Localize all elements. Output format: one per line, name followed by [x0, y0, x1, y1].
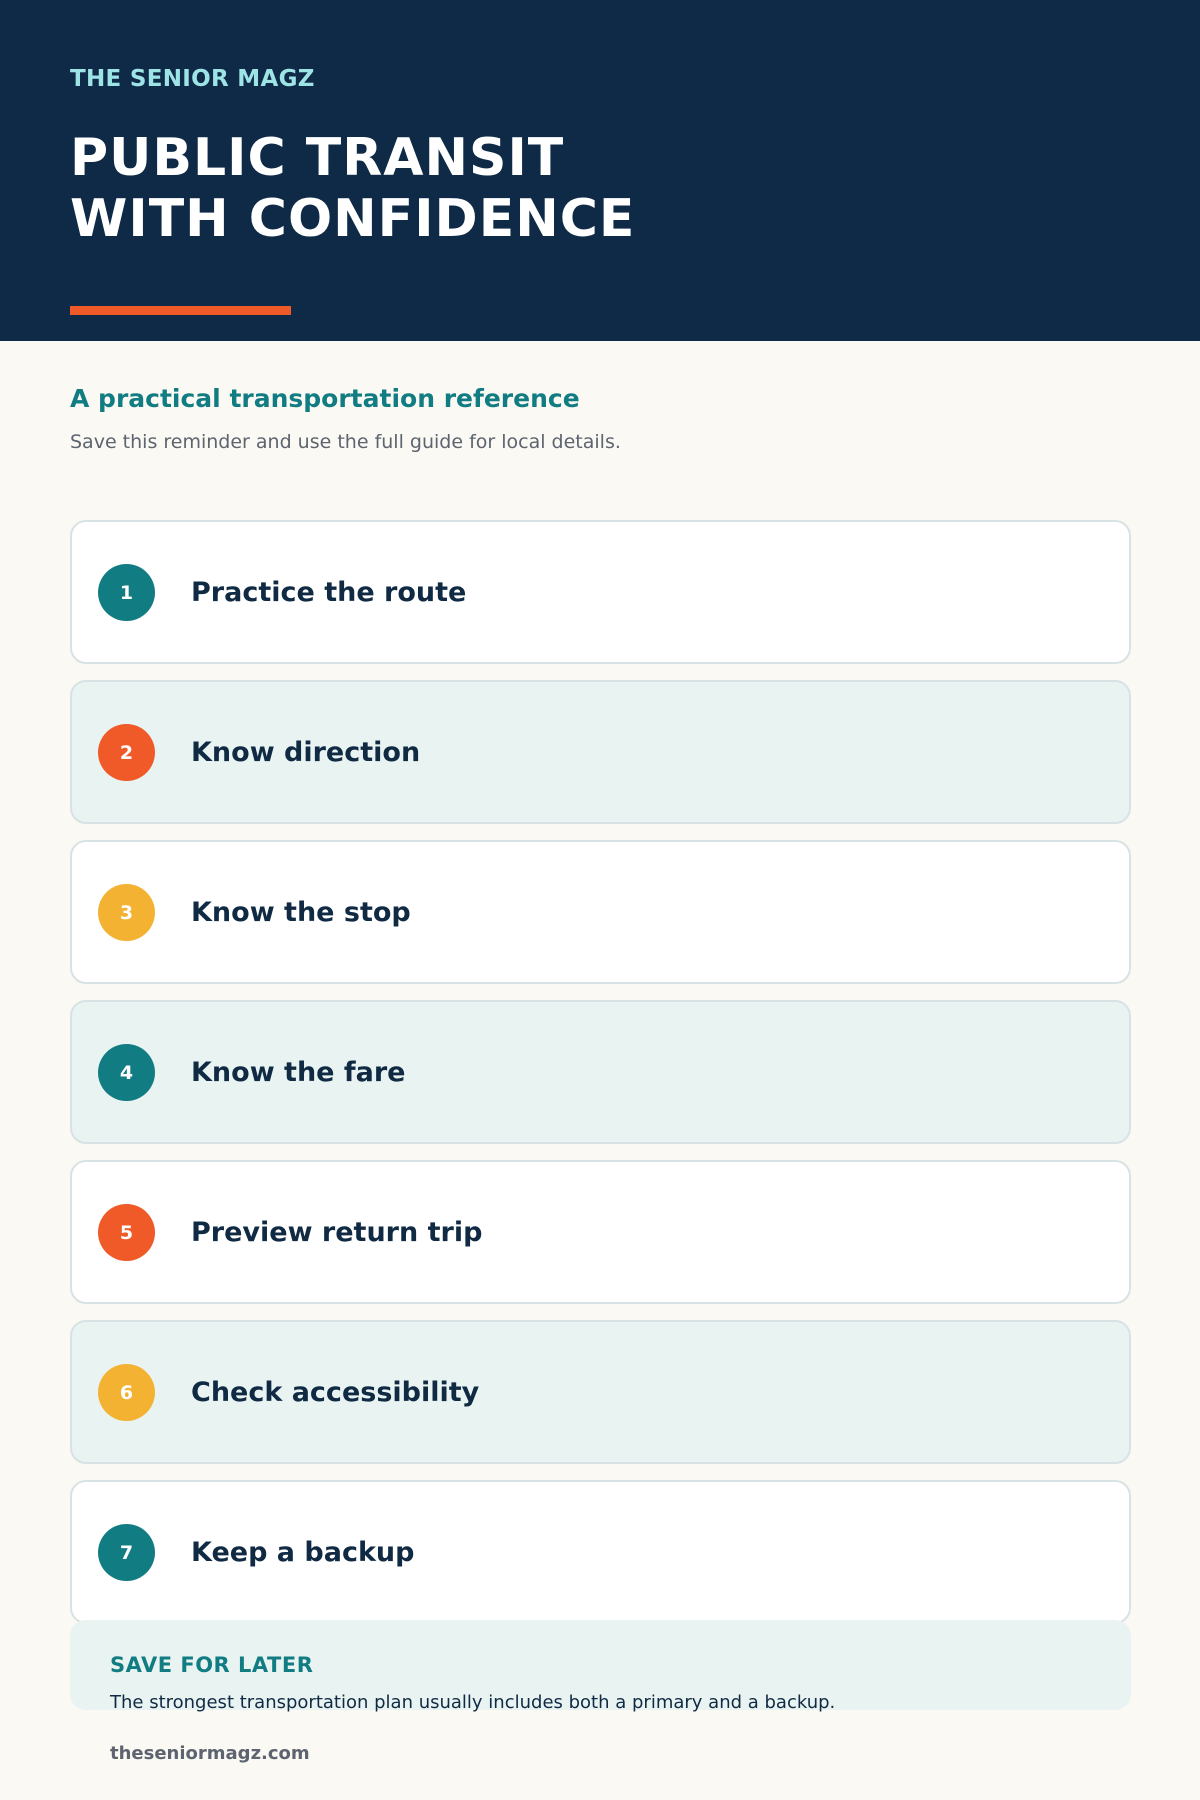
save-for-later-text: The strongest transportation plan usually includes both a primary and a backup. [110, 1692, 836, 1713]
step-label: Know the stop [191, 896, 411, 928]
step-card-2 [70, 680, 1131, 824]
section-subtitle: A practical transportation reference [70, 384, 580, 413]
page-title [70, 128, 635, 250]
step-label: Know direction [191, 736, 421, 768]
step-card-7 [70, 1480, 1131, 1624]
step-label: Preview return trip [191, 1216, 483, 1248]
step-label: Keep a backup [191, 1536, 415, 1568]
step-label: Know the fare [191, 1056, 406, 1088]
step-card-6 [70, 1320, 1131, 1464]
intro-text: Save this reminder and use the full guide for local details. [70, 431, 621, 453]
step-number-badge: 1 [98, 564, 155, 621]
brand-name: THE SENIOR MAGZ [70, 66, 315, 92]
step-number-badge: 3 [98, 884, 155, 941]
accent-divider [70, 306, 291, 315]
step-card-5 [70, 1160, 1131, 1304]
save-for-later-title: SAVE FOR LATER [110, 1653, 314, 1677]
page-title-line-1: PUBLIC TRANSIT [70, 128, 565, 188]
step-number-badge: 2 [98, 724, 155, 781]
footer-website: theseniormagz.com [110, 1743, 310, 1764]
step-label: Check accessibility [191, 1376, 480, 1408]
step-number-badge: 4 [98, 1044, 155, 1101]
step-card-4 [70, 1000, 1131, 1144]
step-number-badge: 7 [98, 1524, 155, 1581]
page-title-line-2: WITH CONFIDENCE [70, 189, 636, 249]
step-number-badge: 6 [98, 1364, 155, 1421]
step-card-1 [70, 520, 1131, 664]
step-label: Practice the route [191, 576, 467, 608]
step-card-3 [70, 840, 1131, 984]
header-banner [0, 0, 1200, 341]
step-number-badge: 5 [98, 1204, 155, 1261]
